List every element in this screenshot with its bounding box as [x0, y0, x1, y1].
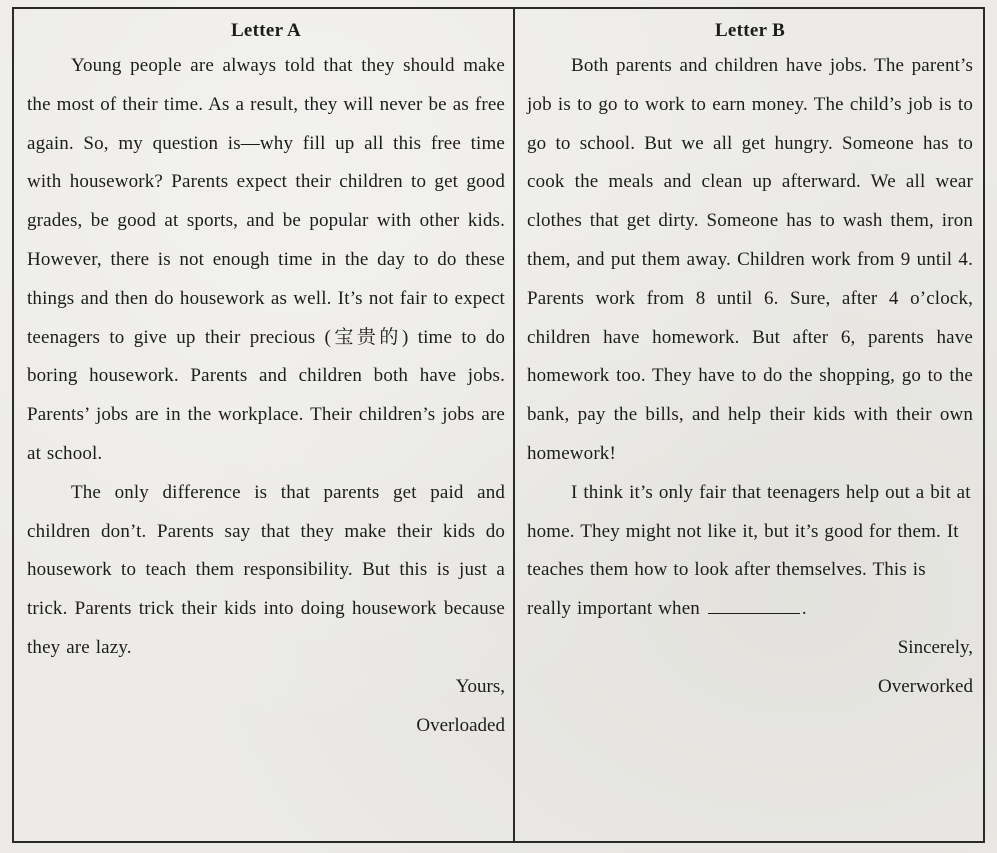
- letter-b-paragraph-2-end: .: [801, 598, 807, 620]
- letter-b-paragraph-2-text: I think it’s only fair that teenagers help out a bit at home. They might not like it, but it’s good for them. It teaches them how to look after themselves. This is really important when: [527, 481, 971, 620]
- column-divider: [513, 7, 515, 843]
- letter-a-paragraph-1: [27, 47, 505, 474]
- letter-b-paragraph-1: [527, 47, 973, 474]
- letter-a-paragraph-1-text: Young people are always told that they should make the most of their time. As a result, they will never be as free again. So, my question is—why fill up all this free time with housework? Parents expect their children to get good grades, be good at sports, and be popular with other kids. However, there is not enough time in the day to do these things and then do housework as well. It’s not fair to expect teenagers to give up their precious (宝贵的) time to do boring housework. Parents and children both have jobs. Parents’ jobs are in the workplace. Their children’s jobs are at school.: [27, 55, 505, 464]
- letter-b-title: Letter B: [714, 20, 786, 41]
- letter-a-signature: Overloaded: [416, 714, 505, 736]
- answer-blank[interactable]: [708, 599, 800, 614]
- letter-a-paragraph-2: [27, 474, 505, 668]
- letter-b-paragraph-2: [527, 474, 973, 629]
- letter-b-column: [527, 14, 973, 707]
- letter-b-paragraph-1-text: Both parents and children have jobs. The parent’s job is to go to work to earn money. The child’s job is to go to school. But we all get hungry. Someone has to cook the meals and clean up afterward. We all wear clothes that get dirty. Someone has to wash them, iron them, and put them away. Children work from 9 until 4. Parents work from 8 until 6. Sure, after 4 o’clock, children have homework. But after 6, parents have homework too. They have to do the shopping, go to the bank, pay the bills, and help their kids with their own homework!: [527, 55, 973, 464]
- letter-a-paragraph-2-text: The only difference is that parents get paid and children don’t. Parents say that they make their kids do housework to teach them responsibility. But this is just a trick. Parents trick their kids into doing housework because they are lazy.: [27, 481, 505, 658]
- letter-a-column: [27, 14, 505, 745]
- letter-b-closing: Sincerely,: [897, 636, 973, 658]
- letter-b-signature: Overworked: [878, 675, 973, 697]
- letter-a-title: Letter A: [230, 20, 302, 41]
- letter-a-closing: Yours,: [455, 675, 505, 697]
